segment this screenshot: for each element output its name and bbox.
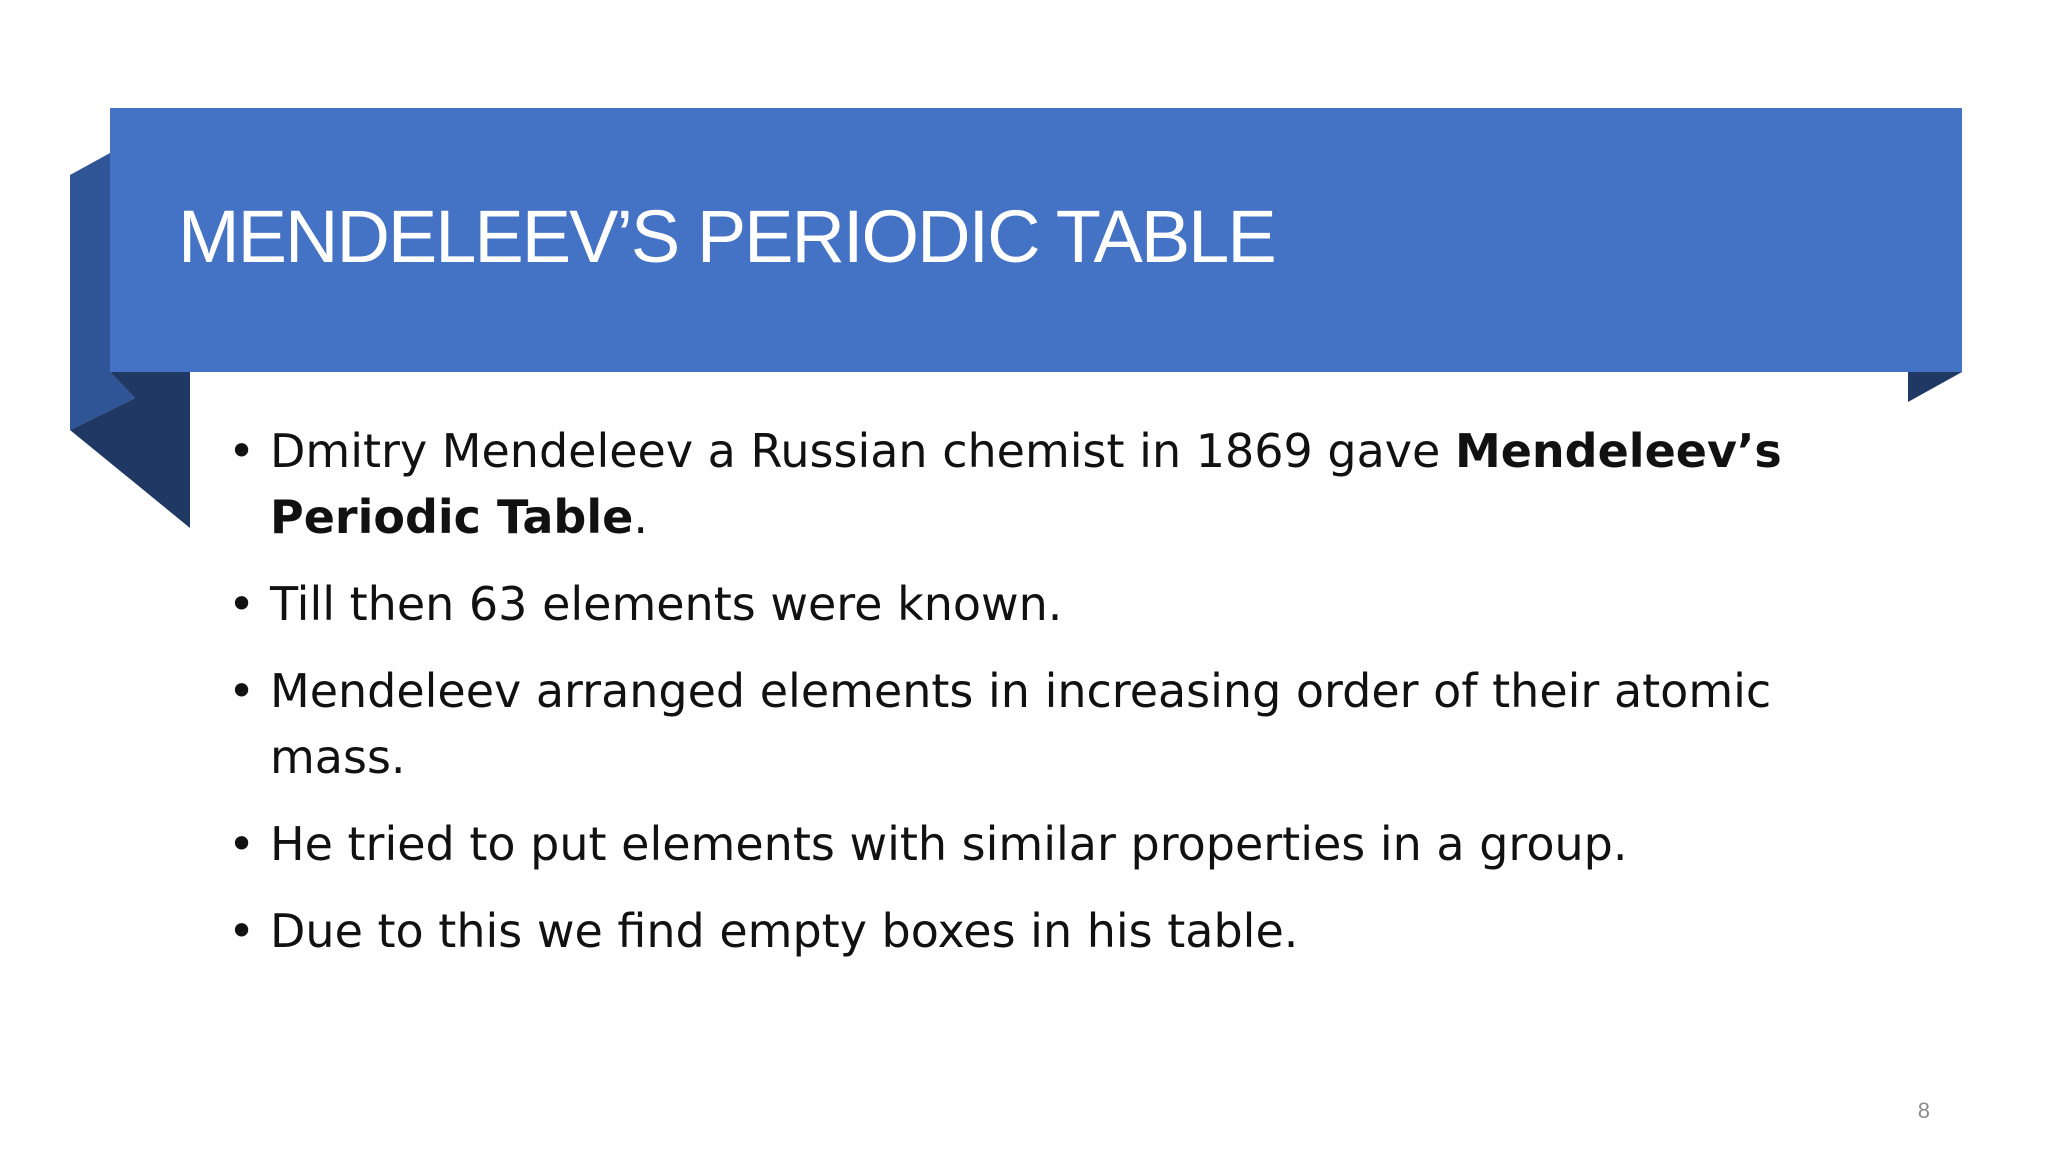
bullet-list [228,418,1888,985]
bullet-item [228,418,1888,550]
bullet-suffix: . [633,490,648,544]
bullet-item [228,571,1888,637]
bullet-text: He tried to put elements with similar properties in a group. [270,817,1628,871]
bullet-item [228,658,1888,790]
bullet-text: Dmitry Mendeleev a Russian chemist in 1869 gave [270,424,1455,478]
bullet-dot: • [228,424,256,478]
bullet-text: Till then 63 elements were known. [270,577,1063,631]
bullet-text: Due to this we find empty boxes in his table. [270,904,1299,958]
bullet-item [228,811,1888,877]
bullet-item [228,898,1888,964]
bullet-dot: • [228,577,256,631]
bullet-dot: • [228,904,256,958]
bullet-text: Mendeleev arranged elements in increasing order of their atomic mass. [270,664,1772,784]
bullet-dot: • [228,817,256,871]
page-number: 8 [1917,1098,1930,1123]
bullet-bold-text: Mendeleev’s Periodic Table [270,424,1782,544]
bullet-dot: • [228,664,256,718]
slide-title: MENDELEEV’S PERIODIC TABLE [178,195,1275,278]
ribbon-right-fold [1908,372,1962,402]
